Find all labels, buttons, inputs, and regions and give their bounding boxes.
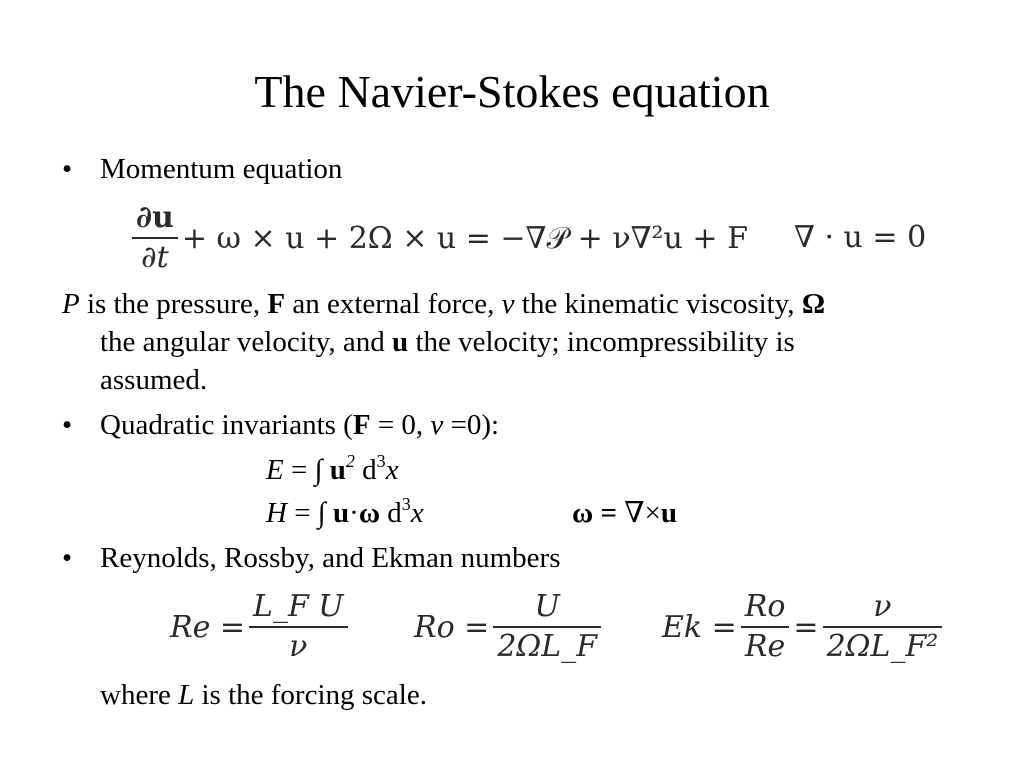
velocity-var: u [392, 326, 409, 358]
energy-exp: 2 [345, 451, 355, 472]
rossby-numerator: U [534, 589, 560, 624]
pressure-var: P [62, 288, 80, 320]
helicity-eq: = ∫ [286, 497, 334, 529]
ekman-denominator-1: Re [744, 629, 786, 664]
energy-eq: = ∫ [283, 454, 330, 486]
vorticity-definition [572, 494, 677, 532]
invariants-heading [100, 406, 499, 444]
reynolds-lhs: Re = [170, 609, 246, 645]
ekman-lhs: Ek = [662, 609, 737, 645]
momentum-rhs: + ω × u + 2Ω × u = −∇𝒫 + ν∇²u + F [181, 220, 748, 256]
numbers-heading: Reynolds, Rossby, and Ekman numbers [100, 542, 561, 574]
definition-text-2: an external force, [285, 288, 502, 320]
invariants-heading-a: Quadratic invariants ( [100, 409, 353, 441]
energy-d: d [354, 454, 377, 486]
reynolds-denominator: ν [289, 629, 308, 664]
vorticity-eq: = [593, 497, 625, 529]
vorticity-curl: ∇× [624, 497, 661, 529]
definition-text-4: the angular velocity, and [100, 326, 393, 358]
rossby-number [414, 585, 605, 669]
forcing-scale-var: L [178, 679, 195, 711]
energy-d-exp: 3 [376, 451, 386, 472]
invariants-nu-var: ν [430, 409, 444, 441]
energy-x: x [385, 454, 399, 486]
invariants-force-var: F [352, 409, 371, 441]
helicity-invariant [266, 494, 424, 532]
helicity-u: u [333, 497, 350, 529]
ekman-numerator-2: ν [873, 589, 892, 624]
definition-text-1: is the pressure, [79, 288, 268, 320]
reynolds-numerator: L_F U [253, 589, 344, 624]
footnote-a: where [100, 679, 179, 711]
definition-line-3: assumed. [100, 364, 208, 396]
helicity-omega: ω [358, 497, 381, 529]
bullet-invariants-glyph: • [62, 409, 73, 441]
definition-line-2 [100, 323, 795, 361]
force-var: F [267, 288, 286, 320]
reynolds-number [170, 585, 352, 669]
viscosity-var: ν [501, 288, 515, 320]
divergence-equation: ∇ · u = 0 [794, 220, 927, 255]
bullet-numbers-glyph: • [62, 542, 73, 574]
ekman-numerator-1: Ro [744, 589, 786, 624]
bullet-momentum-glyph: • [62, 153, 73, 185]
footnote-b: is the forcing scale. [194, 679, 427, 711]
ekman-equals: = [793, 609, 819, 645]
reynolds-fraction [249, 588, 348, 666]
helicity-x: x [410, 497, 424, 529]
energy-var: E [266, 454, 284, 486]
helicity-dot: · [349, 497, 359, 529]
forcing-scale-note [100, 676, 427, 714]
ekman-fraction-1 [741, 588, 790, 666]
energy-invariant [266, 451, 399, 489]
definition-line-1 [62, 285, 825, 323]
definition-text-5: the velocity; incompressibility is [408, 326, 795, 358]
rossby-denominator: 2ΩL_F [497, 629, 598, 664]
invariants-heading-c: =0): [443, 409, 500, 441]
rossby-lhs: Ro = [414, 609, 490, 645]
ekman-fraction-2 [823, 588, 943, 666]
rossby-fraction [493, 588, 601, 666]
angular-velocity-var: Ω [801, 288, 826, 320]
partial-u-over-partial-t [132, 199, 178, 277]
definition-text-3: the kinematic viscosity, [514, 288, 802, 320]
partial-u: ∂u [136, 200, 174, 235]
vorticity-omega: ω [572, 497, 594, 529]
energy-u: u [329, 454, 346, 486]
invariants-heading-b: = 0, [370, 409, 431, 441]
helicity-d: d [380, 497, 402, 529]
momentum-equation [128, 198, 748, 278]
momentum-heading: Momentum equation [100, 153, 343, 185]
partial-t: ∂t [141, 240, 169, 275]
helicity-d-exp: 3 [401, 494, 411, 515]
ekman-number [662, 585, 946, 669]
helicity-var: H [266, 497, 287, 529]
slide-title: The Navier-Stokes equation [254, 66, 770, 117]
ekman-denominator-2: 2ΩL_F² [826, 629, 939, 664]
vorticity-u: u [660, 497, 677, 529]
